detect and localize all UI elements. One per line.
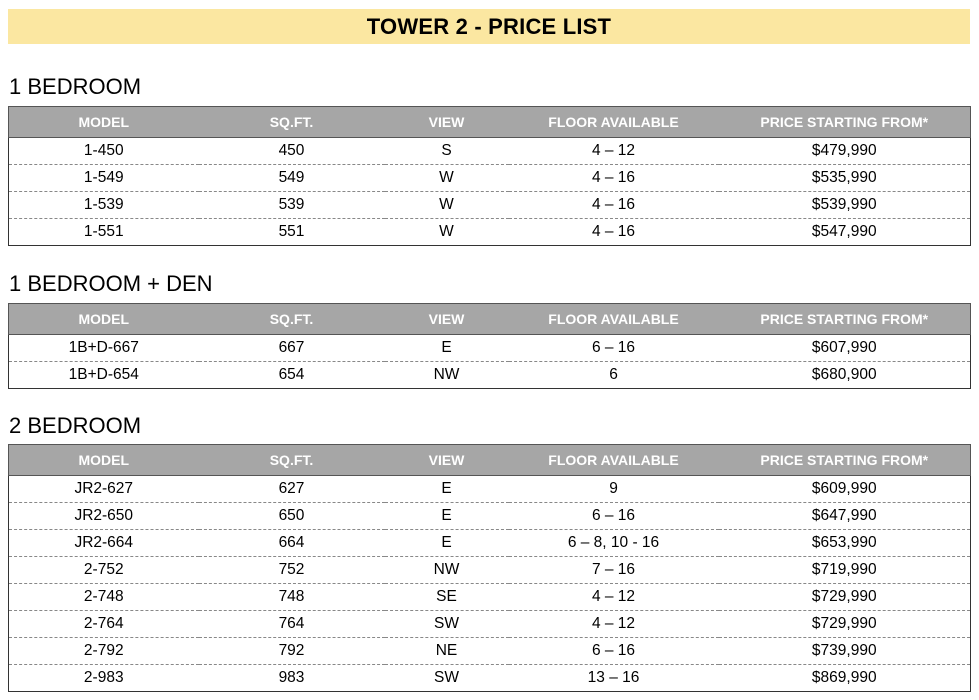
table-row xyxy=(9,503,971,530)
column-header-floor-available: FLOOR AVAILABLE xyxy=(509,107,719,138)
column-header-sqft: SQ.FT. xyxy=(199,107,385,138)
cell-view: W xyxy=(385,219,509,246)
cell-floor-available: 9 xyxy=(509,476,719,503)
column-header-view: VIEW xyxy=(385,445,509,476)
table-row xyxy=(9,192,971,219)
table-row xyxy=(9,138,971,165)
table-row xyxy=(9,476,971,503)
cell-floor-available: 4 – 12 xyxy=(509,611,719,638)
cell-price: $479,990 xyxy=(719,138,971,165)
column-header-price: PRICE STARTING FROM* xyxy=(719,304,971,335)
column-header-model: MODEL xyxy=(9,304,199,335)
cell-model: 2-792 xyxy=(9,638,199,665)
cell-floor-available: 6 – 16 xyxy=(509,638,719,665)
cell-sqft: 664 xyxy=(199,530,385,557)
cell-sqft: 650 xyxy=(199,503,385,530)
cell-floor-available: 6 – 16 xyxy=(509,503,719,530)
cell-sqft: 549 xyxy=(199,165,385,192)
cell-sqft: 983 xyxy=(199,665,385,692)
cell-floor-available: 6 – 16 xyxy=(509,335,719,362)
cell-model: 2-748 xyxy=(9,584,199,611)
cell-sqft: 551 xyxy=(199,219,385,246)
table-header-row xyxy=(9,107,971,138)
cell-model: 1-450 xyxy=(9,138,199,165)
cell-floor-available: 13 – 16 xyxy=(509,665,719,692)
column-header-view: VIEW xyxy=(385,107,509,138)
cell-sqft: 792 xyxy=(199,638,385,665)
price-table-1-bedroom xyxy=(8,106,971,246)
cell-model: 1B+D-667 xyxy=(9,335,199,362)
cell-floor-available: 6 xyxy=(509,362,719,389)
cell-model: JR2-650 xyxy=(9,503,199,530)
cell-price: $535,990 xyxy=(719,165,971,192)
section-heading-1-bedroom-den: 1 BEDROOM + DEN xyxy=(9,271,213,296)
cell-price: $680,900 xyxy=(719,362,971,389)
cell-price: $739,990 xyxy=(719,638,971,665)
cell-view: S xyxy=(385,138,509,165)
cell-sqft: 748 xyxy=(199,584,385,611)
cell-model: 1-549 xyxy=(9,165,199,192)
cell-model: 1-551 xyxy=(9,219,199,246)
cell-view: E xyxy=(385,503,509,530)
cell-sqft: 539 xyxy=(199,192,385,219)
cell-floor-available: 4 – 16 xyxy=(509,219,719,246)
table-row xyxy=(9,530,971,557)
table-row xyxy=(9,611,971,638)
section-heading-2-bedroom: 2 BEDROOM xyxy=(9,413,142,438)
table-row xyxy=(9,638,971,665)
cell-model: JR2-664 xyxy=(9,530,199,557)
column-header-sqft: SQ.FT. xyxy=(199,445,385,476)
cell-price: $607,990 xyxy=(719,335,971,362)
cell-view: E xyxy=(385,335,509,362)
cell-view: W xyxy=(385,165,509,192)
cell-model: 2-983 xyxy=(9,665,199,692)
cell-model: 1B+D-654 xyxy=(9,362,199,389)
cell-sqft: 654 xyxy=(199,362,385,389)
table-row xyxy=(9,362,971,389)
column-header-price: PRICE STARTING FROM* xyxy=(719,445,971,476)
cell-floor-available: 4 – 16 xyxy=(509,192,719,219)
cell-model: 2-764 xyxy=(9,611,199,638)
cell-sqft: 752 xyxy=(199,557,385,584)
cell-floor-available: 6 – 8, 10 - 16 xyxy=(509,530,719,557)
cell-price: $719,990 xyxy=(719,557,971,584)
table-row xyxy=(9,165,971,192)
cell-price: $647,990 xyxy=(719,503,971,530)
column-header-model: MODEL xyxy=(9,445,199,476)
cell-sqft: 667 xyxy=(199,335,385,362)
cell-sqft: 627 xyxy=(199,476,385,503)
page-title: TOWER 2 - PRICE LIST xyxy=(8,9,970,44)
cell-view: SW xyxy=(385,665,509,692)
cell-sqft: 764 xyxy=(199,611,385,638)
column-header-floor-available: FLOOR AVAILABLE xyxy=(509,445,719,476)
cell-price: $729,990 xyxy=(719,611,971,638)
cell-price: $547,990 xyxy=(719,219,971,246)
column-header-model: MODEL xyxy=(9,107,199,138)
table-row xyxy=(9,665,971,692)
table-header-row xyxy=(9,304,971,335)
cell-sqft: 450 xyxy=(199,138,385,165)
cell-view: NW xyxy=(385,362,509,389)
cell-floor-available: 4 – 12 xyxy=(509,138,719,165)
cell-view: SW xyxy=(385,611,509,638)
cell-floor-available: 4 – 12 xyxy=(509,584,719,611)
price-table-2-bedroom xyxy=(8,444,971,692)
cell-view: E xyxy=(385,476,509,503)
cell-model: 2-752 xyxy=(9,557,199,584)
section-heading-1-bedroom: 1 BEDROOM xyxy=(9,74,142,99)
cell-price: $869,990 xyxy=(719,665,971,692)
cell-price: $539,990 xyxy=(719,192,971,219)
cell-view: W xyxy=(385,192,509,219)
table-row xyxy=(9,335,971,362)
cell-view: E xyxy=(385,530,509,557)
cell-view: SE xyxy=(385,584,509,611)
cell-model: JR2-627 xyxy=(9,476,199,503)
cell-model: 1-539 xyxy=(9,192,199,219)
column-header-view: VIEW xyxy=(385,304,509,335)
table-row xyxy=(9,584,971,611)
cell-price: $609,990 xyxy=(719,476,971,503)
cell-floor-available: 7 – 16 xyxy=(509,557,719,584)
price-table-1-bedroom-den xyxy=(8,303,971,389)
table-row xyxy=(9,557,971,584)
column-header-floor-available: FLOOR AVAILABLE xyxy=(509,304,719,335)
cell-view: NE xyxy=(385,638,509,665)
cell-view: NW xyxy=(385,557,509,584)
cell-price: $653,990 xyxy=(719,530,971,557)
cell-floor-available: 4 – 16 xyxy=(509,165,719,192)
table-row xyxy=(9,219,971,246)
table-header-row xyxy=(9,445,971,476)
column-header-sqft: SQ.FT. xyxy=(199,304,385,335)
column-header-price: PRICE STARTING FROM* xyxy=(719,107,971,138)
cell-price: $729,990 xyxy=(719,584,971,611)
